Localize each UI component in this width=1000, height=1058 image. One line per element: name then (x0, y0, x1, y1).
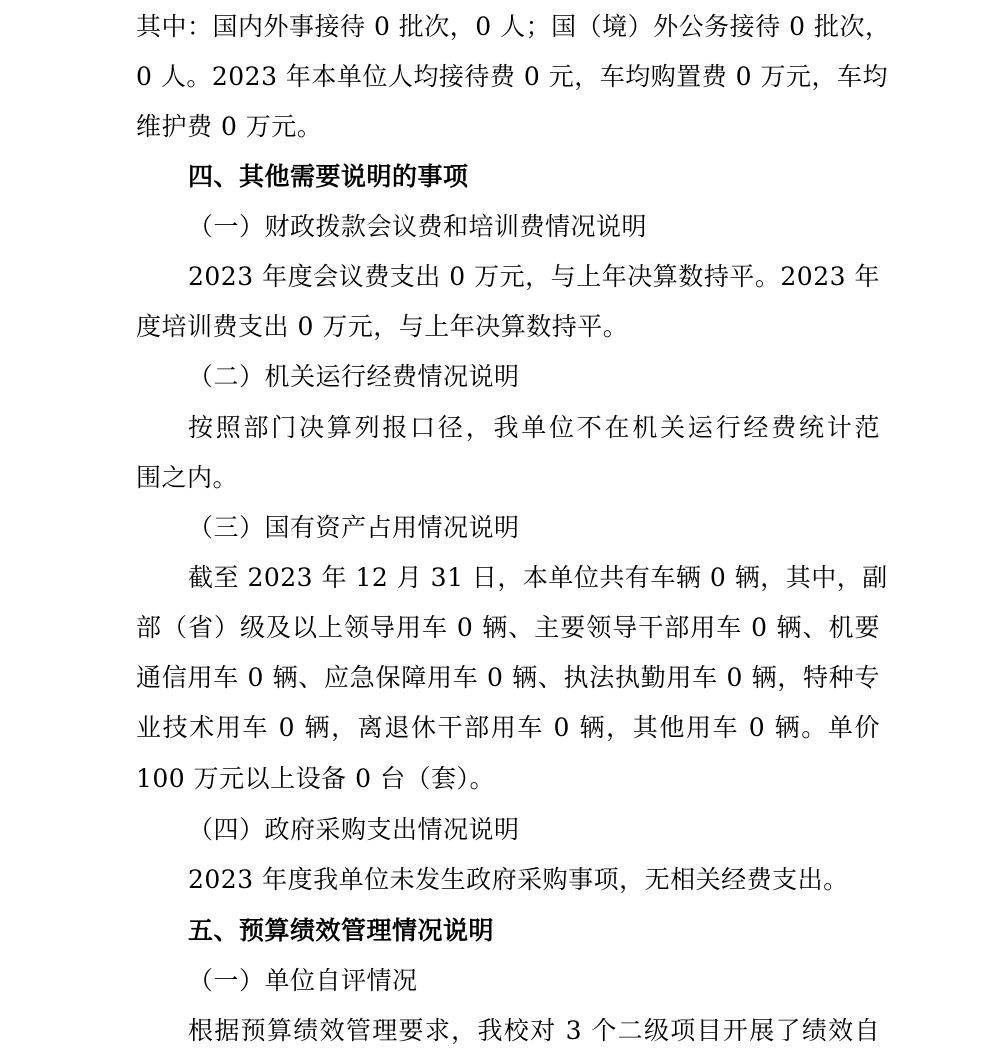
paragraph-line: 100 万元以上设备 0 台（套）。 (136, 764, 495, 793)
paragraph-line: 根据预算绩效管理要求，我校对 3 个二级项目开展了绩效自 (188, 1016, 880, 1045)
paragraph-line: 维护费 0 万元。 (136, 112, 323, 141)
subsection-heading: （一）财政拨款会议费和培训费情况说明 (188, 212, 648, 241)
paragraph-line: 其中：国内外事接待 0 批次，0 人；国（境）外公务接待 0 批次， (136, 12, 891, 41)
subsection-heading: （三）国有资产占用情况说明 (188, 513, 520, 542)
paragraph-line: 通信用车 0 辆、应急保障用车 0 辆、执法执勤用车 0 辆，特种专 (136, 663, 880, 692)
paragraph-line: 按照部门决算列报口径，我单位不在机关运行经费统计范 (188, 413, 880, 442)
paragraph-line: 度培训费支出 0 万元，与上年决算数持平。 (136, 312, 629, 341)
paragraph-line: 2023 年度我单位未发生政府采购事项，无相关经费支出。 (188, 865, 849, 894)
subsection-heading: （一）单位自评情况 (188, 966, 418, 995)
section-heading-4: 四、其他需要说明的事项 (188, 162, 469, 191)
paragraph-line: 0 人。2023 年本单位人均接待费 0 元，车均购置费 0 万元，车均 (136, 62, 889, 91)
subsection-heading: （四）政府采购支出情况说明 (188, 815, 520, 844)
subsection-heading: （二）机关运行经费情况说明 (188, 362, 520, 391)
paragraph-line: 截至 2023 年 12 月 31 日，本单位共有车辆 0 辆，其中，副 (188, 563, 888, 592)
paragraph-line: 部（省）级及以上领导用车 0 辆、主要领导干部用车 0 辆、机要 (136, 613, 880, 642)
paragraph-line: 围之内。 (136, 463, 239, 492)
section-heading-5: 五、预算绩效管理情况说明 (188, 916, 495, 945)
paragraph-line: 2023 年度会议费支出 0 万元，与上年决算数持平。2023 年 (188, 262, 880, 291)
paragraph-line: 业技术用车 0 辆，离退休干部用车 0 辆，其他用车 0 辆。单价 (136, 713, 880, 742)
